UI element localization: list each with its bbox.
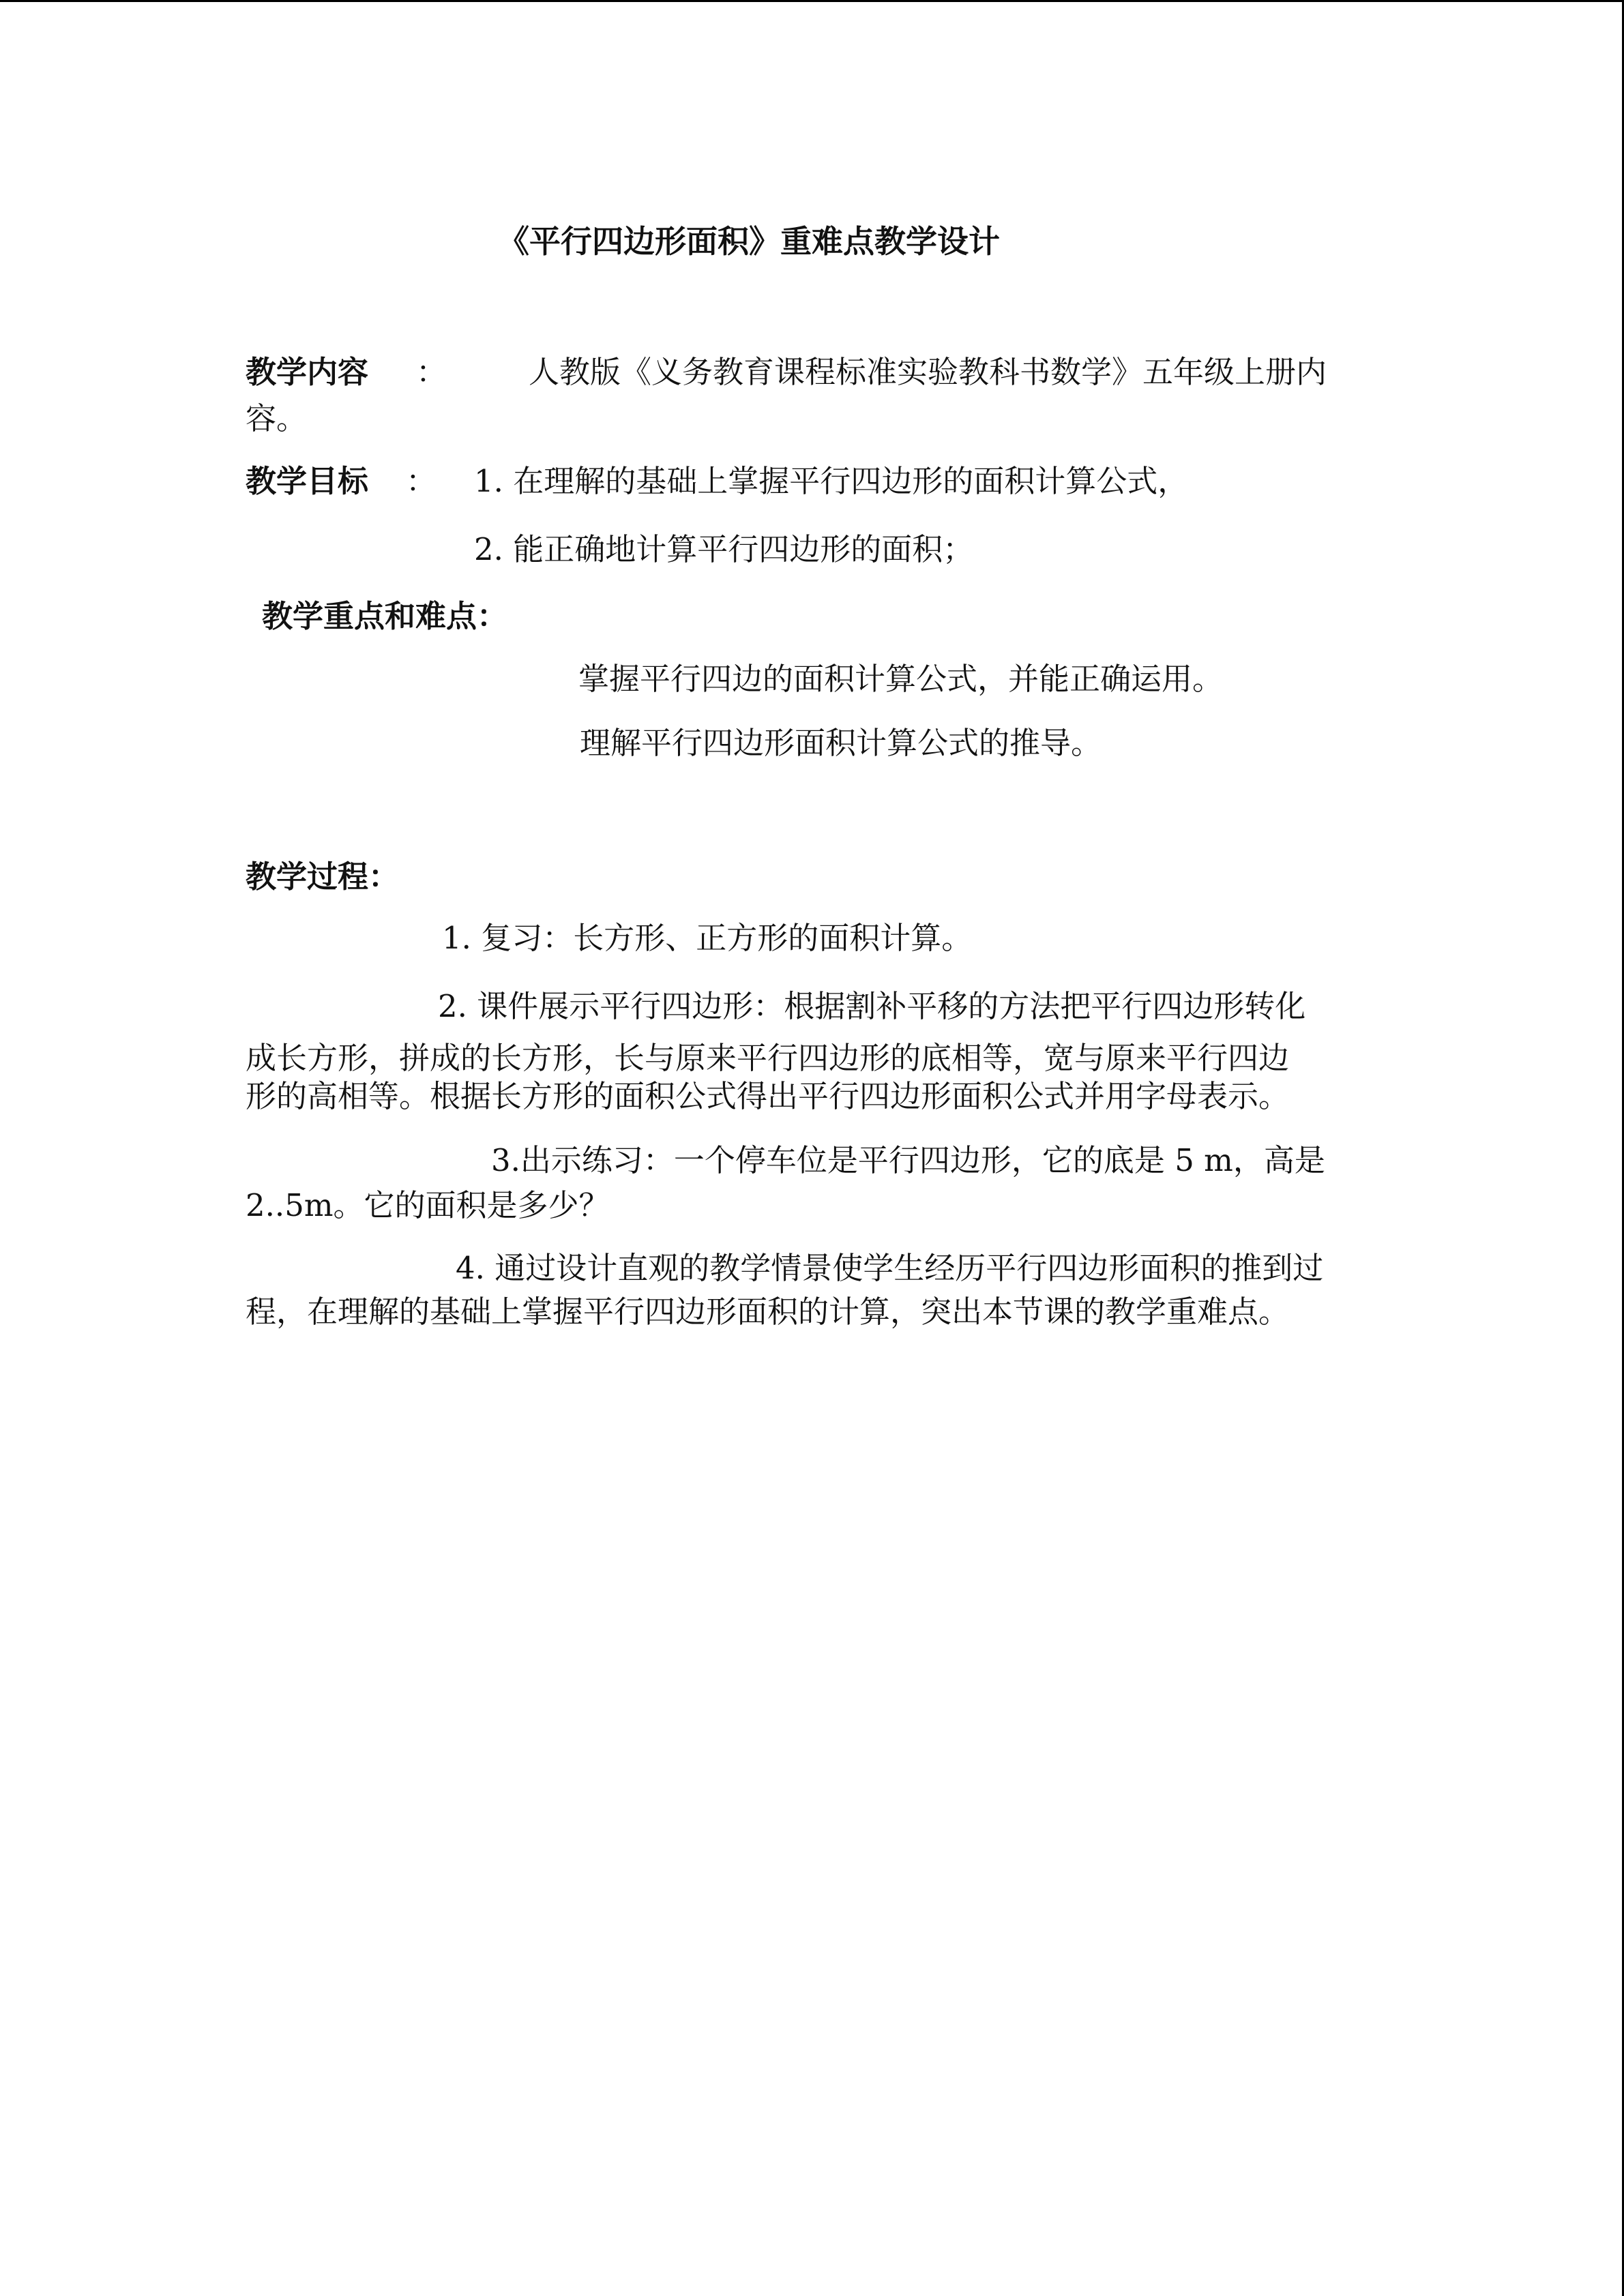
goals-row xyxy=(246,457,1188,506)
content-colon: ： xyxy=(416,354,447,390)
key-point-2: 理解平行四边形面积计算公式的推导。 xyxy=(580,725,1102,761)
process-step-1: 1. 复习：长方形、正方形的面积计算。 xyxy=(442,920,973,956)
process-step-3-line-1: 3.出示练习：一个停车位是平行四边形，它的底是 5 m，高是 xyxy=(491,1142,1325,1178)
goals-item-2: 2. 能正确地计算平行四边形的面积； xyxy=(474,531,974,567)
goals-colon: ： xyxy=(406,463,437,499)
content-text: 人教版《义务教育课程标准实验教科书数学》五年级上册内 xyxy=(529,354,1327,390)
process-step-4-line-1: 4. 通过设计直观的教学情景使学生经历平行四边形面积的推到过 xyxy=(456,1250,1324,1286)
document-title: 《平行四边形面积》重难点教学设计 xyxy=(498,223,1000,260)
key-points-label: 教学重点和难点： xyxy=(262,598,508,634)
content-row-cont: 容。 xyxy=(246,400,308,436)
process-step-4-line-2: 程，在理解的基础上掌握平行四边形面积的计算，突出本节课的教学重难点。 xyxy=(246,1294,1290,1330)
process-step-2-line-1: 2. 课件展示平行四边形：根据割补平移的方法把平行四边形转化 xyxy=(438,988,1306,1024)
process-step-3-line-2: 2..5m。它的面积是多少？ xyxy=(246,1187,610,1223)
content-label: 教学内容 xyxy=(246,354,369,390)
key-point-1: 掌握平行四边的面积计算公式，并能正确运用。 xyxy=(578,661,1224,697)
process-label: 教学过程： xyxy=(246,859,400,895)
process-step-2-line-3: 形的高相等。根据长方形的面积公式得出平行四边形面积公式并用字母表示。 xyxy=(246,1078,1290,1114)
goals-item-1: 1. 在理解的基础上掌握平行四边形的面积计算公式， xyxy=(474,463,1189,499)
process-step-2-line-2: 成长方形，拼成的长方形，长与原来平行四边形的底相等，宽与原来平行四边 xyxy=(246,1040,1290,1076)
content-row xyxy=(246,348,1327,397)
goals-label: 教学目标 xyxy=(246,463,369,499)
